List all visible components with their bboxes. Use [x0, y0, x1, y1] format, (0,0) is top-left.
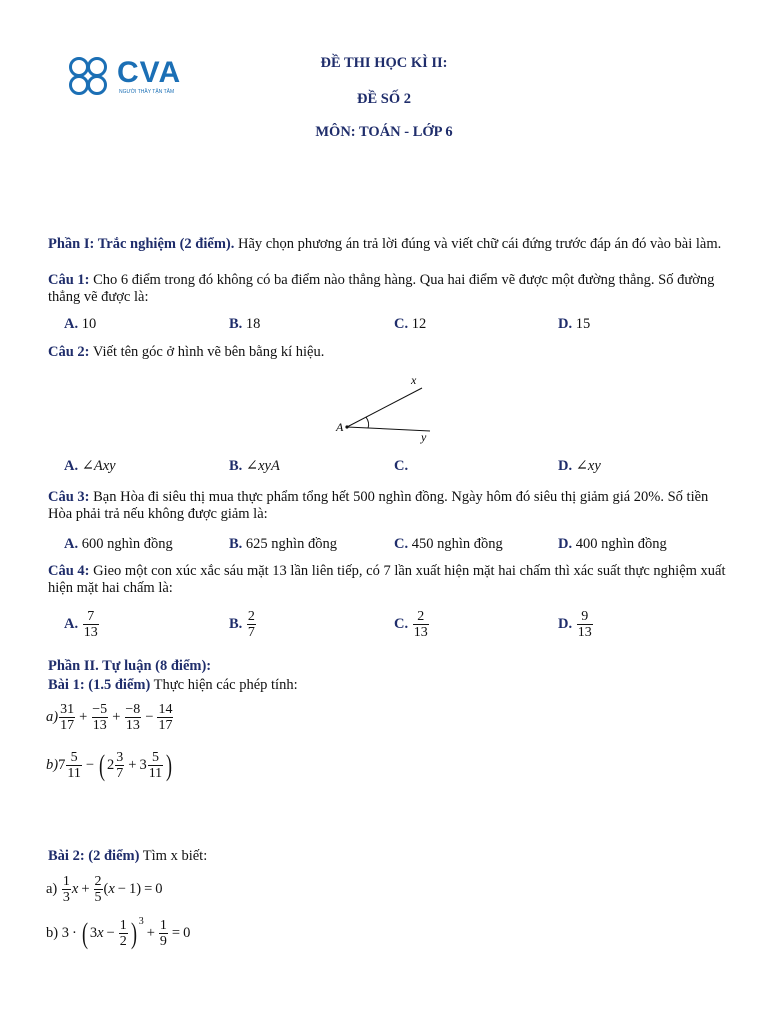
- q2-option-d[interactable]: [558, 458, 601, 475]
- numerator: 14: [158, 702, 173, 717]
- fraction: [124, 702, 141, 733]
- item-label: b): [46, 925, 59, 941]
- numerator: 1: [119, 918, 127, 933]
- logo-text: CVA: [117, 56, 182, 89]
- q2-option-c[interactable]: [394, 458, 408, 475]
- question-4: [48, 563, 728, 597]
- denominator: 17: [158, 718, 173, 733]
- numerator: 2: [94, 874, 102, 889]
- whole-part: 7: [58, 757, 66, 773]
- bai2-label: Bài 2: (2 điểm): [48, 848, 140, 864]
- q3-option-b[interactable]: [229, 536, 337, 553]
- q3-option-d[interactable]: [558, 536, 667, 553]
- numerator: 5: [151, 750, 159, 765]
- option-value: 400 nghìn đồng: [575, 536, 667, 552]
- option-letter: A.: [64, 458, 79, 474]
- q2-option-b[interactable]: [229, 458, 280, 475]
- operator: +: [79, 709, 88, 725]
- logo-tagline: NGƯỜI THẦY TẬN TÂM: [119, 89, 175, 95]
- operator: −: [145, 709, 154, 725]
- q1-option-a[interactable]: [64, 316, 96, 333]
- bai1-a-expression: [46, 702, 174, 733]
- q4-option-d[interactable]: [558, 609, 594, 640]
- q1-label: Câu 1:: [48, 272, 90, 288]
- numerator: 2: [417, 609, 425, 624]
- numerator: −8: [125, 702, 141, 717]
- fraction: [62, 874, 71, 905]
- denominator: 13: [125, 718, 140, 733]
- denominator: 11: [148, 766, 163, 781]
- q2-option-a[interactable]: [64, 458, 116, 475]
- denominator: 17: [60, 718, 75, 733]
- rhs-value: 0: [155, 881, 163, 897]
- denominator: 2: [119, 934, 127, 949]
- denominator: 13: [413, 625, 428, 640]
- q1-text: Cho 6 điểm trong đó không có ba điểm nào thẳng hàng. Qua hai điểm vẽ được một đường thẳng. Số đường thẳng vẽ được là:: [48, 272, 715, 305]
- option-value: ∠Axy: [81, 458, 116, 474]
- option-value: 600 nghìn đồng: [81, 536, 173, 552]
- numerator: 31: [60, 702, 75, 717]
- denominator: 13: [92, 718, 107, 733]
- option-letter: B.: [229, 458, 243, 474]
- part1-intro: [48, 236, 728, 253]
- fraction: [119, 918, 128, 949]
- option-value: 15: [575, 316, 591, 332]
- q1-option-c[interactable]: [394, 316, 426, 333]
- option-letter: B.: [229, 536, 243, 552]
- denominator: 13: [577, 625, 592, 640]
- rhs-value: 0: [183, 925, 191, 941]
- option-letter: D.: [558, 616, 573, 632]
- angle-figure: [330, 370, 440, 446]
- bai2-heading: [48, 848, 728, 865]
- option-letter: C.: [394, 616, 409, 632]
- fraction: [91, 702, 108, 733]
- operator: +: [112, 709, 121, 725]
- q3-text: Bạn Hòa đi siêu thị mua thực phẩm tổng hết 500 nghìn đồng. Ngày hôm đó siêu thị giảm giá 20%. Số tiền Hòa phải trả nếu không được giảm là:: [48, 489, 709, 522]
- question-1: [48, 272, 728, 306]
- q3-option-c[interactable]: [394, 536, 503, 553]
- option-letter: D.: [558, 458, 573, 474]
- subject-grade: MÔN: TOÁN - LỚP 6: [315, 124, 453, 140]
- option-value: ∠xy: [575, 458, 601, 474]
- option-letter: C.: [394, 536, 409, 552]
- numerator: −5: [92, 702, 108, 717]
- fraction: [148, 750, 163, 781]
- fraction: [59, 702, 75, 733]
- part1-instruction: Hãy chọn phương án trả lời đúng và viết chữ cái đứng trước đáp án đó vào bài làm.: [237, 236, 722, 252]
- q3-option-a[interactable]: [64, 536, 173, 553]
- fraction: [115, 750, 124, 781]
- option-letter: D.: [558, 316, 573, 332]
- q1-option-d[interactable]: [558, 316, 590, 333]
- option-letter: D.: [558, 536, 573, 552]
- numerator: 2: [247, 609, 255, 624]
- question-2: [48, 344, 728, 361]
- bai1-heading: [48, 677, 728, 694]
- denominator: 3: [62, 890, 70, 905]
- exam-title: ĐỀ THI HỌC KÌ II:: [320, 55, 448, 71]
- denominator: 11: [67, 766, 81, 781]
- q3-label: Câu 3:: [48, 489, 90, 505]
- item-label: a): [46, 881, 58, 897]
- coefficient: 3: [61, 925, 69, 941]
- point-a-label: A: [336, 420, 344, 434]
- bai2-a-equation: a) $\frac{1}{3}$ x + $\frac{2}{5}$ ( x − 1) = 0: [46, 874, 163, 905]
- fraction: [577, 609, 593, 640]
- option-value: 12: [411, 316, 427, 332]
- fraction: [83, 609, 99, 640]
- bai2-b-equation: b) 3 · ( 3 x − $\frac{1}{2}$ ) $^3$ + $\frac{1}{9}$ = 0: [46, 916, 191, 950]
- exam-number: ĐỀ SỐ 2: [357, 91, 411, 107]
- fraction: [66, 750, 81, 781]
- numerator: 7: [87, 609, 95, 624]
- fraction: [94, 874, 103, 905]
- option-letter: A.: [64, 616, 79, 632]
- denominator: 7: [247, 625, 255, 640]
- denominator: 7: [116, 766, 124, 781]
- option-value: ∠xyA: [245, 458, 280, 474]
- numerator: 9: [581, 609, 589, 624]
- bai2-text: Tìm x biết:: [142, 848, 208, 864]
- q4-option-c[interactable]: [394, 609, 430, 640]
- option-value: 625 nghìn đồng: [245, 536, 337, 552]
- ray-x-label: x: [411, 373, 417, 387]
- bai1-text: Thực hiện các phép tính:: [153, 677, 298, 693]
- option-value: 450 nghìn đồng: [411, 536, 503, 552]
- fraction: [157, 702, 173, 733]
- q4-option-a[interactable]: [64, 609, 100, 640]
- part1-title: Phần I: Trắc nghiệm (2 điểm).: [48, 236, 235, 252]
- fraction: [247, 609, 256, 640]
- whole-part: 2: [107, 757, 115, 773]
- numerator: 1: [62, 874, 70, 889]
- q4-label: Câu 4:: [48, 563, 90, 579]
- fraction: [413, 609, 429, 640]
- option-letter: A.: [64, 536, 79, 552]
- option-value: 18: [245, 316, 261, 332]
- numerator: 3: [116, 750, 124, 765]
- q4-option-b[interactable]: [229, 609, 257, 640]
- numerator: 5: [70, 750, 78, 765]
- option-letter: A.: [64, 316, 79, 332]
- q1-option-b[interactable]: [229, 316, 260, 333]
- item-label: a): [46, 709, 59, 725]
- item-label: b): [46, 757, 59, 773]
- part2-title: Phần II. Tự luận (8 điểm):: [48, 658, 212, 674]
- ray-y-label: y: [421, 430, 427, 444]
- option-letter: C.: [394, 458, 409, 474]
- denominator: 9: [159, 934, 167, 949]
- bai1-b-expression: b) 7 $\frac{5}{11}$ − ( 2 $\frac{3}{7}$ + 3 $\frac{5}{11}$ ): [46, 748, 173, 782]
- q4-text: Gieo một con xúc xắc sáu mặt 13 lần liên tiếp, có 7 lần xuất hiện mặt hai chấm thì xác suất thực nghiệm xuất hiện mặt hai chấm là:: [48, 563, 726, 596]
- q2-label: Câu 2:: [48, 344, 90, 360]
- denominator: 13: [83, 625, 98, 640]
- denominator: 5: [94, 890, 102, 905]
- option-letter: B.: [229, 316, 243, 332]
- whole-part: 3: [139, 757, 147, 773]
- fraction: [159, 918, 168, 949]
- option-letter: B.: [229, 616, 243, 632]
- q2-text: Viết tên góc ở hình vẽ bên bằng kí hiệu.: [92, 344, 325, 360]
- question-3: [48, 489, 728, 523]
- bai1-label: Bài 1: (1.5 điểm): [48, 677, 151, 693]
- option-letter: C.: [394, 316, 409, 332]
- exponent: 3: [138, 916, 144, 927]
- numerator: 1: [159, 918, 167, 933]
- option-value: 10: [81, 316, 97, 332]
